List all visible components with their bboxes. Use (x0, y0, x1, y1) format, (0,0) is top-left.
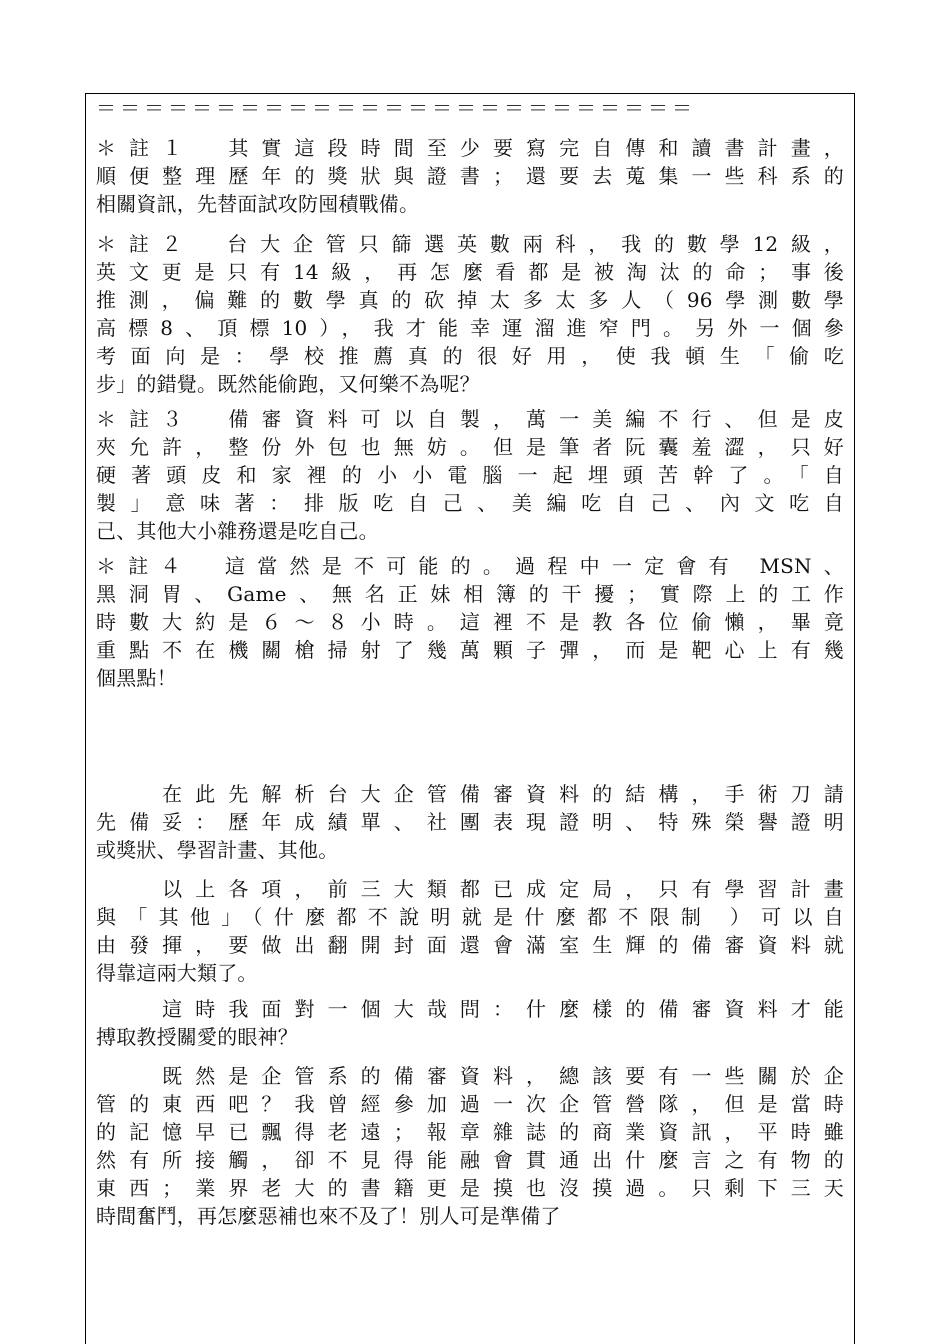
footnote-line: 硬著頭皮和家裡的小小電腦一起埋頭苦幹了。「自 (96, 463, 844, 487)
footnote-line: 考面向是：學校推薦真的很好用，使我頓生「偷吃 (96, 344, 844, 368)
footnote-line: 相關資訊，先替面試攻防囤積戰備。 (96, 192, 420, 216)
body-paragraph-line: 得靠這兩大類了。 (96, 961, 258, 985)
footnote-line: ＊註２ 台大企管只篩選英數兩科，我的數學12級， (96, 232, 844, 256)
body-paragraph-line: 在此先解析台大企管備審資料的結構，手術刀請 (96, 782, 844, 806)
footnote-line: ＊註３ 備審資料可以自製，萬一美編不行、但是皮 (96, 407, 844, 431)
footnote-line: 時數大約是６～８小時。這裡不是教各位偷懶，畢竟 (96, 610, 844, 634)
footnote-line: 步」的錯覺。既然能偷跑，又何樂不為呢？ (96, 372, 480, 396)
body-paragraph-line: 然有所接觸，卻不見得能融會貫通出什麼言之有物的 (96, 1148, 844, 1172)
body-paragraph-line: 的記憶早已飄得老遠；報章雜誌的商業資訊，平時雖 (96, 1120, 844, 1144)
footnote-line: 個黑點！ (96, 666, 177, 690)
body-paragraph-line: 與「其他」（什麼都不說明就是什麼都不限制 ）可以自 (96, 905, 844, 929)
footnote-line: ＊註１ 其實這段時間至少要寫完自傳和讀書計畫， (96, 136, 844, 160)
footnote-line: ＊註４ 這當然是不可能的。過程中一定會有 MSN、 (96, 554, 844, 578)
body-paragraph-line: 或獎狀、學習計畫、其他。 (96, 838, 339, 862)
body-paragraph-line: 時間奮鬥，再怎麼惡補也來不及了！別人可是準備了 (96, 1204, 561, 1228)
footnote-line: 夾允許，整份外包也無妨。但是筆者阮囊羞澀，只好 (96, 435, 844, 459)
body-paragraph-line: 以上各項，前三大類都已成定局，只有學習計畫 (96, 877, 844, 901)
footnote-line: 順便整理歷年的獎狀與證書；還要去蒐集一些科系的 (96, 164, 844, 188)
page-frame (85, 93, 855, 1344)
footnote-line: 重點不在機關槍掃射了幾萬顆子彈，而是靶心上有幾 (96, 638, 844, 662)
footnote-line: 高標8、頂標10），我才能幸運溜進窄門。另外一個參 (96, 316, 844, 340)
footnote-line: 製」意味著：排版吃自己、美編吃自己、內文吃自 (96, 491, 844, 515)
separator-line: ＝＝＝＝＝＝＝＝＝＝＝＝＝＝＝＝＝＝＝＝＝＝＝＝＝ (96, 96, 696, 120)
footnote-line: 英文更是只有14級，再怎麼看都是被淘汰的命；事後 (96, 260, 844, 284)
body-paragraph-line: 東西；業界老大的書籍更是摸也沒摸過。只剩下三天 (96, 1176, 844, 1200)
body-paragraph-line: 搏取教授關愛的眼神？ (96, 1025, 298, 1049)
footnote-line: 黑洞胃、Game、無名正妹相簿的干擾；實際上的工作 (96, 582, 844, 606)
footnote-line: 己、其他大小雜務還是吃自己。 (96, 519, 379, 543)
body-paragraph-line: 這時我面對一個大哉問：什麼樣的備審資料才能 (96, 997, 844, 1021)
body-paragraph-line: 先備妥：歷年成績單、社團表現證明、特殊榮譽證明 (96, 810, 844, 834)
body-paragraph-line: 由發揮，要做出翻開封面還會滿室生輝的備審資料就 (96, 933, 844, 957)
footnote-line: 推測，偏難的數學真的砍掉太多太多人（96學測數學 (96, 288, 844, 312)
body-paragraph-line: 既然是企管系的備審資料，總該要有一些關於企 (96, 1064, 844, 1088)
body-paragraph-line: 管的東西吧？我曾經參加過一次企管營隊，但是當時 (96, 1092, 844, 1116)
